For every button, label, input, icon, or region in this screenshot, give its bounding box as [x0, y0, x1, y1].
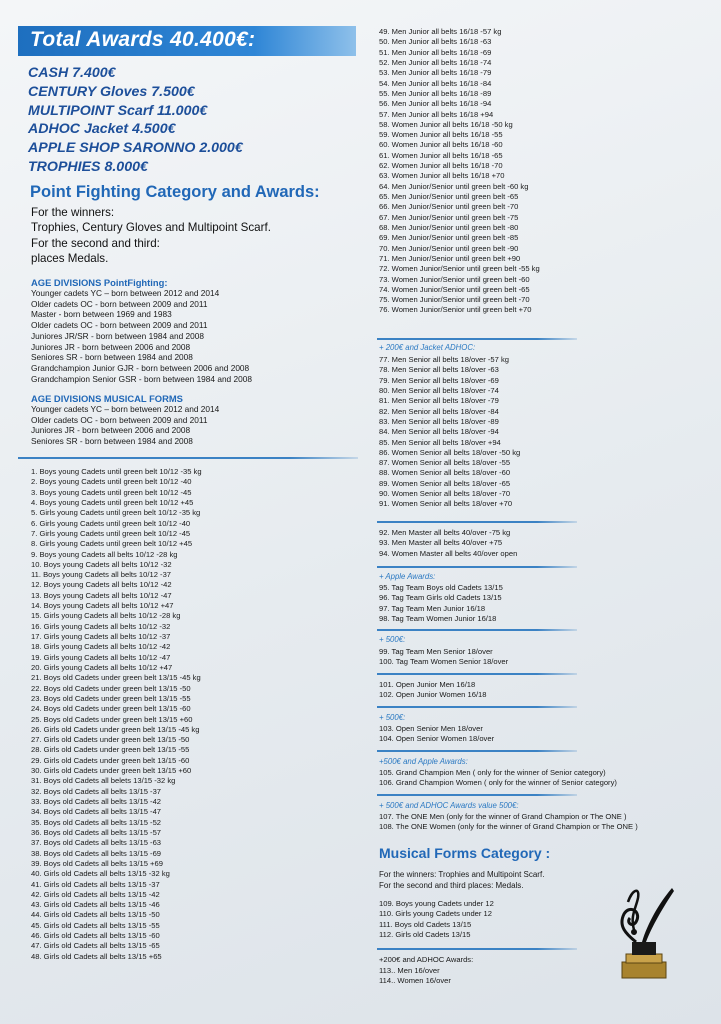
categories-list-grand [379, 768, 617, 789]
category-item: 86. Women Senior all belts 18/over -50 kg [379, 447, 521, 457]
category-item: 50. Men Junior all belts 16/18 -63 [379, 37, 492, 47]
age-division-item: Older cadets OC - born between 2009 and 2011 [31, 320, 208, 331]
category-item: 22. Boys old Cadets under green belt 13/15 -50 [31, 683, 191, 693]
age-division-item: Juniores JR - born between 2006 and 2008 [31, 341, 191, 352]
category-item: 40. Girls old Cadets all belts 13/15 -32 kg [31, 869, 170, 879]
category-item: 91. Women Senior all belts 18/over +70 [379, 499, 513, 509]
category-item: 8. Girls young Cadets until green belt 10/12 +45 [31, 539, 193, 549]
category-item: 2. Boys young Cadets until green belt 10/12 -40 [31, 477, 192, 487]
category-item: 88. Women Senior all belts 18/over -60 [379, 468, 511, 478]
award-note: + 200€ and Jacket ADHOC: [379, 343, 476, 352]
category-item: 107. The ONE Men (only for the winner of Grand Champion or The ONE ) [379, 812, 627, 821]
category-item: 96. Tag Team Girls old Cadets 13/15 [379, 593, 502, 603]
category-item: 27. Girls old Cadets under green belt 13/15 -50 [31, 735, 190, 745]
title-banner [18, 26, 356, 56]
age-divisions-musical [31, 393, 219, 447]
category-item: 114.. Women 16/over [379, 976, 451, 986]
age-division-item: Older cadets OC - born between 2009 and 2011 [31, 414, 208, 425]
category-item: 90. Women Senior all belts 18/over -70 [379, 489, 511, 499]
note-apple-block [379, 572, 435, 583]
section-divider [377, 566, 577, 568]
age-division-item: Seniores SR - born between 1984 and 2008 [31, 436, 193, 447]
categories-list-open-junior [379, 680, 487, 701]
category-item: 60. Women Junior all belts 16/18 -60 [379, 140, 503, 150]
category-item: 66. Men Junior/Senior until green belt -70 [379, 202, 519, 212]
category-item: 46. Girls old Cadets all belts 13/15 -60 [31, 931, 160, 941]
categories-list-musical-adhoc [379, 966, 451, 987]
category-item: 47. Girls old Cadets all belts 13/15 -65 [31, 941, 160, 951]
category-item: 32. Boys old Cadets all belts 13/15 -37 [31, 786, 162, 796]
point-fighting-heading: Point Fighting Category and Awards: [30, 183, 320, 201]
category-item: 59. Women Junior all belts 16/18 -55 [379, 130, 503, 140]
category-item: 61. Women Junior all belts 16/18 -65 [379, 150, 503, 160]
award-note: + Apple Awards: [379, 572, 436, 581]
category-item: 72. Women Junior/Senior until green belt -55 kg [379, 264, 540, 274]
award-line: For the winners: [31, 206, 115, 219]
section-divider [377, 750, 577, 752]
section-divider [18, 457, 358, 459]
category-item: 18. Girls young Cadets all belts 10/12 -42 [31, 642, 171, 652]
age-division-item: Younger cadets YC – born between 2012 and 2014 [31, 288, 220, 298]
category-item: 108. The ONE Women (only for the winner of Grand Champion or The ONE ) [379, 822, 638, 832]
award-note: + 500€ and ADHOC Awards value 500€: [379, 801, 519, 810]
category-item: 12. Boys young Cadets all belts 10/12 -42 [31, 580, 172, 590]
age-division-item: Grandchampion Junior GJR - born between 2006 and 2008 [31, 362, 250, 373]
section-divider [377, 521, 577, 523]
category-item: 20. Girls young Cadets all belts 10/12 +47 [31, 662, 173, 672]
category-item: 15. Girls young Cadets all belts 10/12 -28 kg [31, 611, 181, 621]
age-divisions-pointfighting-title: AGE DIVISIONS PointFighting: [31, 277, 168, 288]
category-item: 53. Men Junior all belts 16/18 -79 [379, 68, 492, 78]
category-item: 9. Boys young Cadets all belts 10/12 -28 kg [31, 549, 178, 559]
age-division-item: Seniores SR - born between 1984 and 2008 [31, 352, 193, 363]
prize-item: CENTURY Gloves 7.500€ [28, 83, 195, 100]
category-item: 70. Men Junior/Senior until green belt -90 [379, 243, 519, 253]
category-item: 93. Men Master all belts 40/over +75 [379, 538, 503, 548]
category-item: 79. Men Senior all belts 18/over -69 [379, 375, 499, 385]
category-item: 98. Tag Team Women Junior 16/18 [379, 613, 497, 623]
category-item: 5. Girls young Cadets until green belt 10/12 -35 kg [31, 508, 201, 518]
category-item: 89. Women Senior all belts 18/over -65 [379, 478, 511, 488]
category-item: 52. Men Junior all belts 16/18 -74 [379, 57, 492, 67]
prize-item: ADHOC Jacket 4.500€ [28, 121, 176, 138]
category-item: 58. Women Junior all belts 16/18 -50 kg [379, 119, 513, 129]
categories-list-tagteam [379, 583, 503, 624]
category-item: 28. Girls old Cadets under green belt 13/15 -55 [31, 745, 190, 755]
category-item: 42. Girls old Cadets all belts 13/15 -42 [31, 889, 160, 899]
category-item: 87. Women Senior all belts 18/over -55 [379, 458, 511, 468]
categories-list-one [379, 812, 638, 833]
categories-list-junior [379, 27, 540, 316]
prize-list [28, 64, 243, 177]
section-divider [377, 338, 577, 340]
category-item: 45. Girls old Cadets all belts 13/15 -55 [31, 920, 160, 930]
award-line: places Medals. [31, 252, 109, 266]
category-item: 85. Men Senior all belts 18/over +94 [379, 437, 501, 447]
category-item: 41. Girls old Cadets all belts 13/15 -37 [31, 879, 160, 889]
category-item: 33. Boys old Cadets all belts 13/15 -42 [31, 797, 162, 806]
category-item: 64. Men Junior/Senior until green belt -60 kg [379, 181, 529, 191]
age-division-item: Older cadets OC - born between 2009 and 2011 [31, 298, 208, 309]
category-item: 34. Boys old Cadets all belts 13/15 -47 [31, 807, 162, 817]
categories-list-tagteam-senior [379, 647, 508, 668]
category-item: 16. Girls young Cadets all belts 10/12 -32 [31, 621, 171, 631]
category-item: 102. Open Junior Women 16/18 [379, 690, 487, 700]
category-item: 24. Boys old Cadets under green belt 13/15 -60 [31, 704, 191, 714]
musical-adhoc-block [379, 955, 473, 965]
category-item: 94. Women Master all belts 40/over open [379, 548, 518, 558]
categories-list-left [31, 467, 202, 962]
note-500-block [379, 635, 405, 646]
category-item: 63. Women Junior all belts 16/18 +70 [379, 171, 505, 181]
category-item: 23. Boys old Cadets under green belt 13/15 -55 [31, 693, 191, 703]
category-item: 71. Men Junior/Senior until green belt +90 [379, 253, 521, 263]
category-item: 112. Girls old Cadets 13/15 [379, 929, 471, 939]
page-title: Total Awards 40.400€: [30, 28, 256, 51]
category-item: 11. Boys young Cadets all belts 10/12 -37 [31, 570, 172, 580]
category-item: 1. Boys young Cadets until green belt 10/12 -35 kg [31, 467, 202, 476]
prize-item: APPLE SHOP SARONNO 2.000€ [28, 140, 243, 157]
category-item: 4. Boys young Cadets until green belt 10/12 +45 [31, 497, 194, 507]
category-item: 57. Men Junior all belts 16/18 +94 [379, 109, 494, 119]
categories-list-master [379, 528, 517, 559]
category-item: 55. Men Junior all belts 16/18 -89 [379, 88, 492, 98]
category-item: 14. Boys young Cadets all belts 10/12 +47 [31, 601, 174, 611]
section-divider [377, 706, 577, 708]
category-item: 67. Men Junior/Senior until green belt -75 [379, 212, 519, 222]
category-item: 99. Tag Team Men Senior 18/over [379, 647, 493, 656]
trophy-icon [612, 882, 676, 982]
note-senior-block [379, 343, 475, 354]
category-item: 48. Girls old Cadets all belts 13/15 +65 [31, 951, 162, 961]
category-item: 13. Boys young Cadets all belts 10/12 -47 [31, 590, 172, 600]
prize-item: TROPHIES 8.000€ [28, 158, 148, 175]
category-item: 103. Open Senior Men 18/over [379, 724, 483, 733]
prize-item: CASH 7.400€ [28, 65, 116, 81]
category-item: 73. Women Junior/Senior until green belt -60 [379, 274, 530, 284]
award-line: For the second and third places: Medals. [379, 881, 524, 890]
category-item: 78. Men Senior all belts 18/over -63 [379, 365, 499, 375]
category-item: 62. Women Junior all belts 16/18 -70 [379, 161, 503, 171]
note-adhoc-block [379, 801, 519, 812]
category-item: 68. Men Junior/Senior until green belt -80 [379, 222, 519, 232]
award-note: + 500€: [379, 713, 406, 722]
category-item: 6. Girls young Cadets until green belt 10/12 -40 [31, 518, 191, 528]
point-fighting-awards [31, 205, 271, 267]
category-item: 75. Women Junior/Senior until green belt -70 [379, 295, 530, 305]
categories-list-senior [379, 355, 520, 510]
award-line: For the second and third: [31, 236, 160, 250]
category-item: 97. Tag Team Men Junior 16/18 [379, 603, 486, 613]
award-line: For the winners: Trophies and Multipoint Scarf. [379, 870, 545, 879]
musical-forms-awards [379, 869, 544, 891]
category-item: 113.. Men 16/over [379, 966, 440, 975]
category-item: 105. Grand Champion Men ( only for the winner of Senior category) [379, 768, 606, 777]
category-item: 49. Men Junior all belts 16/18 -57 kg [379, 27, 502, 36]
section-divider [377, 673, 577, 675]
category-item: 109. Boys young Cadets under 12 [379, 899, 494, 908]
category-item: 76. Women Junior/Senior until green belt +70 [379, 305, 532, 315]
category-item: 77. Men Senior all belts 18/over -57 kg [379, 355, 510, 364]
age-division-item: Younger cadets YC – born between 2012 and 2014 [31, 404, 220, 414]
category-item: 3. Boys young Cadets until green belt 10/12 -45 [31, 487, 192, 497]
category-item: 74. Women Junior/Senior until green belt -65 [379, 284, 530, 294]
category-item: 92. Men Master all belts 40/over -75 kg [379, 528, 511, 537]
age-division-item: Juniores JR/SR - born between 1984 and 2008 [31, 330, 204, 341]
category-item: 29. Girls old Cadets under green belt 13/15 -60 [31, 755, 190, 765]
category-item: 25. Boys old Cadets under green belt 13/15 +60 [31, 714, 193, 724]
category-item: 43. Girls old Cadets all belts 13/15 -46 [31, 900, 160, 910]
category-item: 51. Men Junior all belts 16/18 -69 [379, 47, 492, 57]
age-divisions-pointfighting [31, 277, 252, 384]
category-item: 26. Girls old Cadets under green belt 13/15 -45 kg [31, 724, 200, 734]
categories-list-open-senior [379, 724, 494, 745]
category-item: 83. Men Senior all belts 18/over -89 [379, 416, 499, 426]
category-item: 31. Boys old Cadets all belets 13/15 -32 kg [31, 776, 176, 786]
award-note: +500€ and Apple Awards: [379, 757, 468, 766]
section-divider [377, 948, 577, 950]
category-item: 69. Men Junior/Senior until green belt -85 [379, 233, 519, 243]
category-item: 35. Boys old Cadets all belts 13/15 -52 [31, 817, 162, 827]
note-500b-block [379, 713, 405, 724]
category-item: 84. Men Senior all belts 18/over -94 [379, 427, 499, 437]
category-item: 39. Boys old Cadets all belts 13/15 +69 [31, 858, 163, 868]
category-item: 37. Boys old Cadets all belts 13/15 -63 [31, 838, 162, 848]
age-division-item: Grandchampion Senior GSR - born between 1984 and 2008 [31, 373, 252, 384]
age-division-item: Juniores JR - born between 2006 and 2008 [31, 425, 191, 436]
category-item: 101. Open Junior Men 16/18 [379, 680, 476, 689]
category-item: 80. Men Senior all belts 18/over -74 [379, 385, 499, 395]
category-item: 104. Open Senior Women 18/over [379, 734, 495, 744]
section-divider [377, 794, 577, 796]
category-item: 17. Girls young Cadets all belts 10/12 -37 [31, 632, 171, 641]
categories-list-musical [379, 899, 494, 940]
age-divisions-musical-title: AGE DIVISIONS MUSICAL FORMS [31, 393, 183, 404]
category-item: 81. Men Senior all belts 18/over -79 [379, 396, 499, 406]
section-divider [377, 629, 577, 631]
category-item: 30. Girls old Cadets under green belt 13/15 +60 [31, 766, 192, 776]
category-item: 7. Girls young Cadets until green belt 10/12 -45 [31, 528, 191, 538]
category-item: 111. Boys old Cadets 13/15 [379, 919, 472, 929]
category-item: 38. Boys old Cadets all belts 13/15 -69 [31, 848, 162, 858]
award-note: + 500€: [379, 635, 406, 644]
note-500-apple-block [379, 757, 468, 768]
category-item: 100. Tag Team Women Senior 18/over [379, 657, 509, 667]
category-item: 106. Grand Champion Women ( only for the winner of Senior category) [379, 778, 617, 788]
category-item: 65. Men Junior/Senior until green belt -65 [379, 192, 519, 201]
age-division-item: Master - born between 1969 and 1983 [31, 309, 172, 320]
category-item: 54. Men Junior all belts 16/18 -84 [379, 78, 492, 88]
category-item: 110. Girls young Cadets under 12 [379, 909, 492, 919]
category-item: 19. Girls young Cadets all belts 10/12 -47 [31, 652, 171, 662]
category-item: 10. Boys young Cadets all belts 10/12 -32 [31, 559, 172, 569]
category-item: 82. Men Senior all belts 18/over -84 [379, 406, 499, 416]
category-item: 36. Boys old Cadets all belts 13/15 -57 [31, 827, 162, 837]
category-item: 21. Boys old Cadets under green belt 13/15 -45 kg [31, 673, 201, 683]
award-line: Trophies, Century Gloves and Multipoint Scarf. [31, 221, 271, 235]
category-item: 95. Tag Team Boys old Cadets 13/15 [379, 583, 503, 592]
musical-forms-heading: Musical Forms Category : [379, 845, 551, 861]
prize-item: MULTIPOINT Scarf 11.000€ [28, 102, 208, 119]
award-note: +200€ and ADHOC Awards: [379, 955, 474, 964]
category-item: 44. Girls old Cadets all belts 13/15 -50 [31, 910, 160, 920]
category-item: 56. Men Junior all belts 16/18 -94 [379, 99, 492, 109]
